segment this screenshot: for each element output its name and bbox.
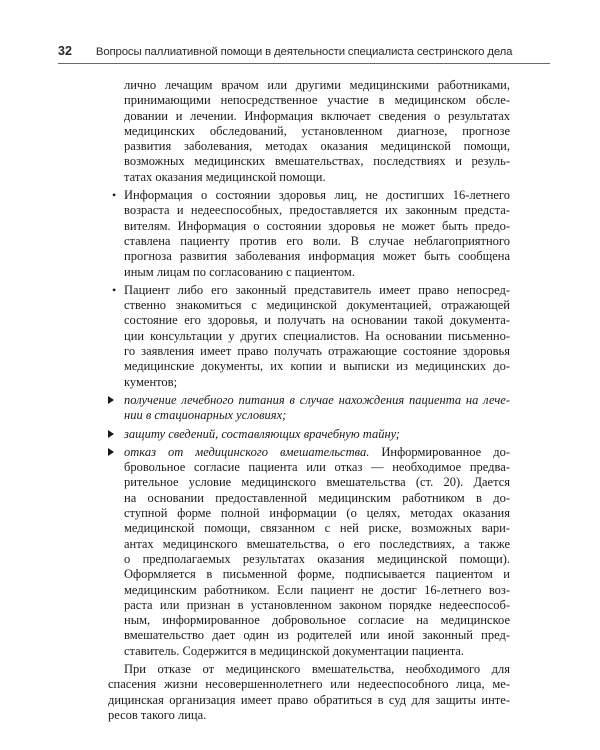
- arrow-item-secrecy: [0, 427, 600, 442]
- text-line: развития заболевания, методах оказания медицинской помощи,: [124, 139, 510, 154]
- text-line: вмешательство дает один из родителей или иной законный пред-: [124, 628, 510, 643]
- running-header: [58, 44, 550, 58]
- text-line: Оформляется в письменной форме, подписывается пациентом и: [124, 567, 510, 582]
- triangle-bullet-icon: [108, 430, 114, 438]
- text-line: бровольное согласие пациента или отказ — необходимое предва-: [124, 460, 510, 475]
- text-line: раста или признан в установленном законом порядке недееспособ-: [124, 597, 510, 612]
- text-line: ственно знакомиться с медицинской документацией, отражающей: [124, 298, 510, 313]
- text-line: иным лицам по согласованию с пациентом.: [124, 264, 355, 279]
- arrow-item-nutrition: [0, 393, 600, 424]
- text-line: ции консультации у других специалистов. На основании письменно-: [124, 328, 510, 343]
- text-line: ступной форме полной информации (о целях, методах оказания: [124, 506, 510, 521]
- italic-text: защиту сведений, составляющих врачебную тайну;: [124, 426, 400, 441]
- text-line: о предполагаемых результатах оказания медицинской помощи).: [124, 551, 510, 566]
- text-line: кументов;: [124, 374, 178, 389]
- text-line: ставлена пациенту против его воли. В случае неблагоприятного: [124, 233, 510, 248]
- text-line: ресов такого лица.: [108, 707, 207, 722]
- page-number: 32: [58, 44, 72, 58]
- bullet-item-info: [0, 188, 600, 280]
- bullet-dot-icon: •: [112, 188, 117, 203]
- text-line: [0, 427, 510, 442]
- text-line: антах медицинского вмешательства, о его последствиях, а также: [124, 536, 510, 551]
- running-title: Вопросы паллиативной помощи в деятельности специалиста сестринского дела: [95, 46, 513, 58]
- text-line: [0, 445, 510, 460]
- header-rule: [58, 63, 550, 64]
- text-line: довании и лечении. Информация включает сведения о результатах: [124, 108, 510, 123]
- text-line: прогноза развития заболевания информация может быть сообщена: [124, 249, 510, 264]
- text-line: возможных медицинских вмешательствах, последствиях и резуль-: [124, 154, 510, 169]
- intro-paragraph: [0, 78, 600, 185]
- bullet-dot-icon: •: [112, 282, 117, 297]
- text-line: дицинская организация имеет право обратиться в суд для защиты инте-: [108, 692, 510, 707]
- triangle-bullet-icon: [108, 396, 114, 404]
- bullet-item-documents: [0, 283, 600, 390]
- text-line: состояние его здоровья, и получать на основании такой документа-: [124, 313, 510, 328]
- text-line: Информация о состоянии здоровья лиц, не достигших 16-летнего: [124, 188, 510, 203]
- triangle-bullet-icon: [108, 448, 114, 456]
- text-line: го заявления имеет право получать отражающие состояние здоровья: [124, 344, 510, 359]
- text-line: медицинским работником. Если пациент не достиг 16-летнего воз-: [124, 582, 510, 597]
- text-line: [0, 408, 510, 423]
- arrow-item-refusal: [0, 445, 600, 659]
- italic-lead: отказ от медицинского вмешательства.: [124, 444, 370, 459]
- text-line: вителям. Информация о состоянии здоровья не может быть предо-: [124, 218, 510, 233]
- text-line: Пациент либо его законный представитель имеет право непосред-: [124, 282, 510, 297]
- text-line: на основании предоставленной медицинским работником в до-: [124, 490, 510, 505]
- text-line: принимающими непосредственное участие в медицинском обсле-: [124, 93, 510, 108]
- text-line: татах оказания медицинской помощи.: [124, 169, 326, 184]
- text-line: рительное условие медицинского вмешательства (ст. 20). Дается: [124, 475, 510, 490]
- final-paragraph: [0, 662, 600, 723]
- italic-text: нии в стационарных условиях;: [124, 408, 287, 423]
- text-line: лично лечащим врачом или другими медицинскими работниками,: [124, 78, 510, 92]
- text-line: спасения жизни несовершеннолетнего или недееспособного лица, ме-: [108, 677, 510, 692]
- page-body: [0, 78, 600, 726]
- text-line: медицинской помощи, связанном с ней риске, возможных вари-: [124, 521, 510, 536]
- text-run: Информированное до-: [369, 444, 510, 459]
- text-line: ставитель. Содержится в медицинской документации пациента.: [124, 643, 464, 658]
- text-line: медицинские документы, их копии и выписки из медицинских до-: [124, 359, 510, 374]
- text-line: При отказе от медицинского вмешательства, необходимого для: [124, 661, 510, 676]
- text-line: медицинских обследований, установленном диагнозе, прогнозе: [124, 123, 510, 138]
- text-line: возраста и недееспособных, предоставляется их законным предста-: [124, 203, 510, 218]
- italic-text: получение лечебного питания в случае нахождения пациента на лече-: [124, 392, 510, 407]
- text-line: ным, информированное добровольное согласие на медицинское: [124, 613, 510, 628]
- text-line: [0, 393, 510, 408]
